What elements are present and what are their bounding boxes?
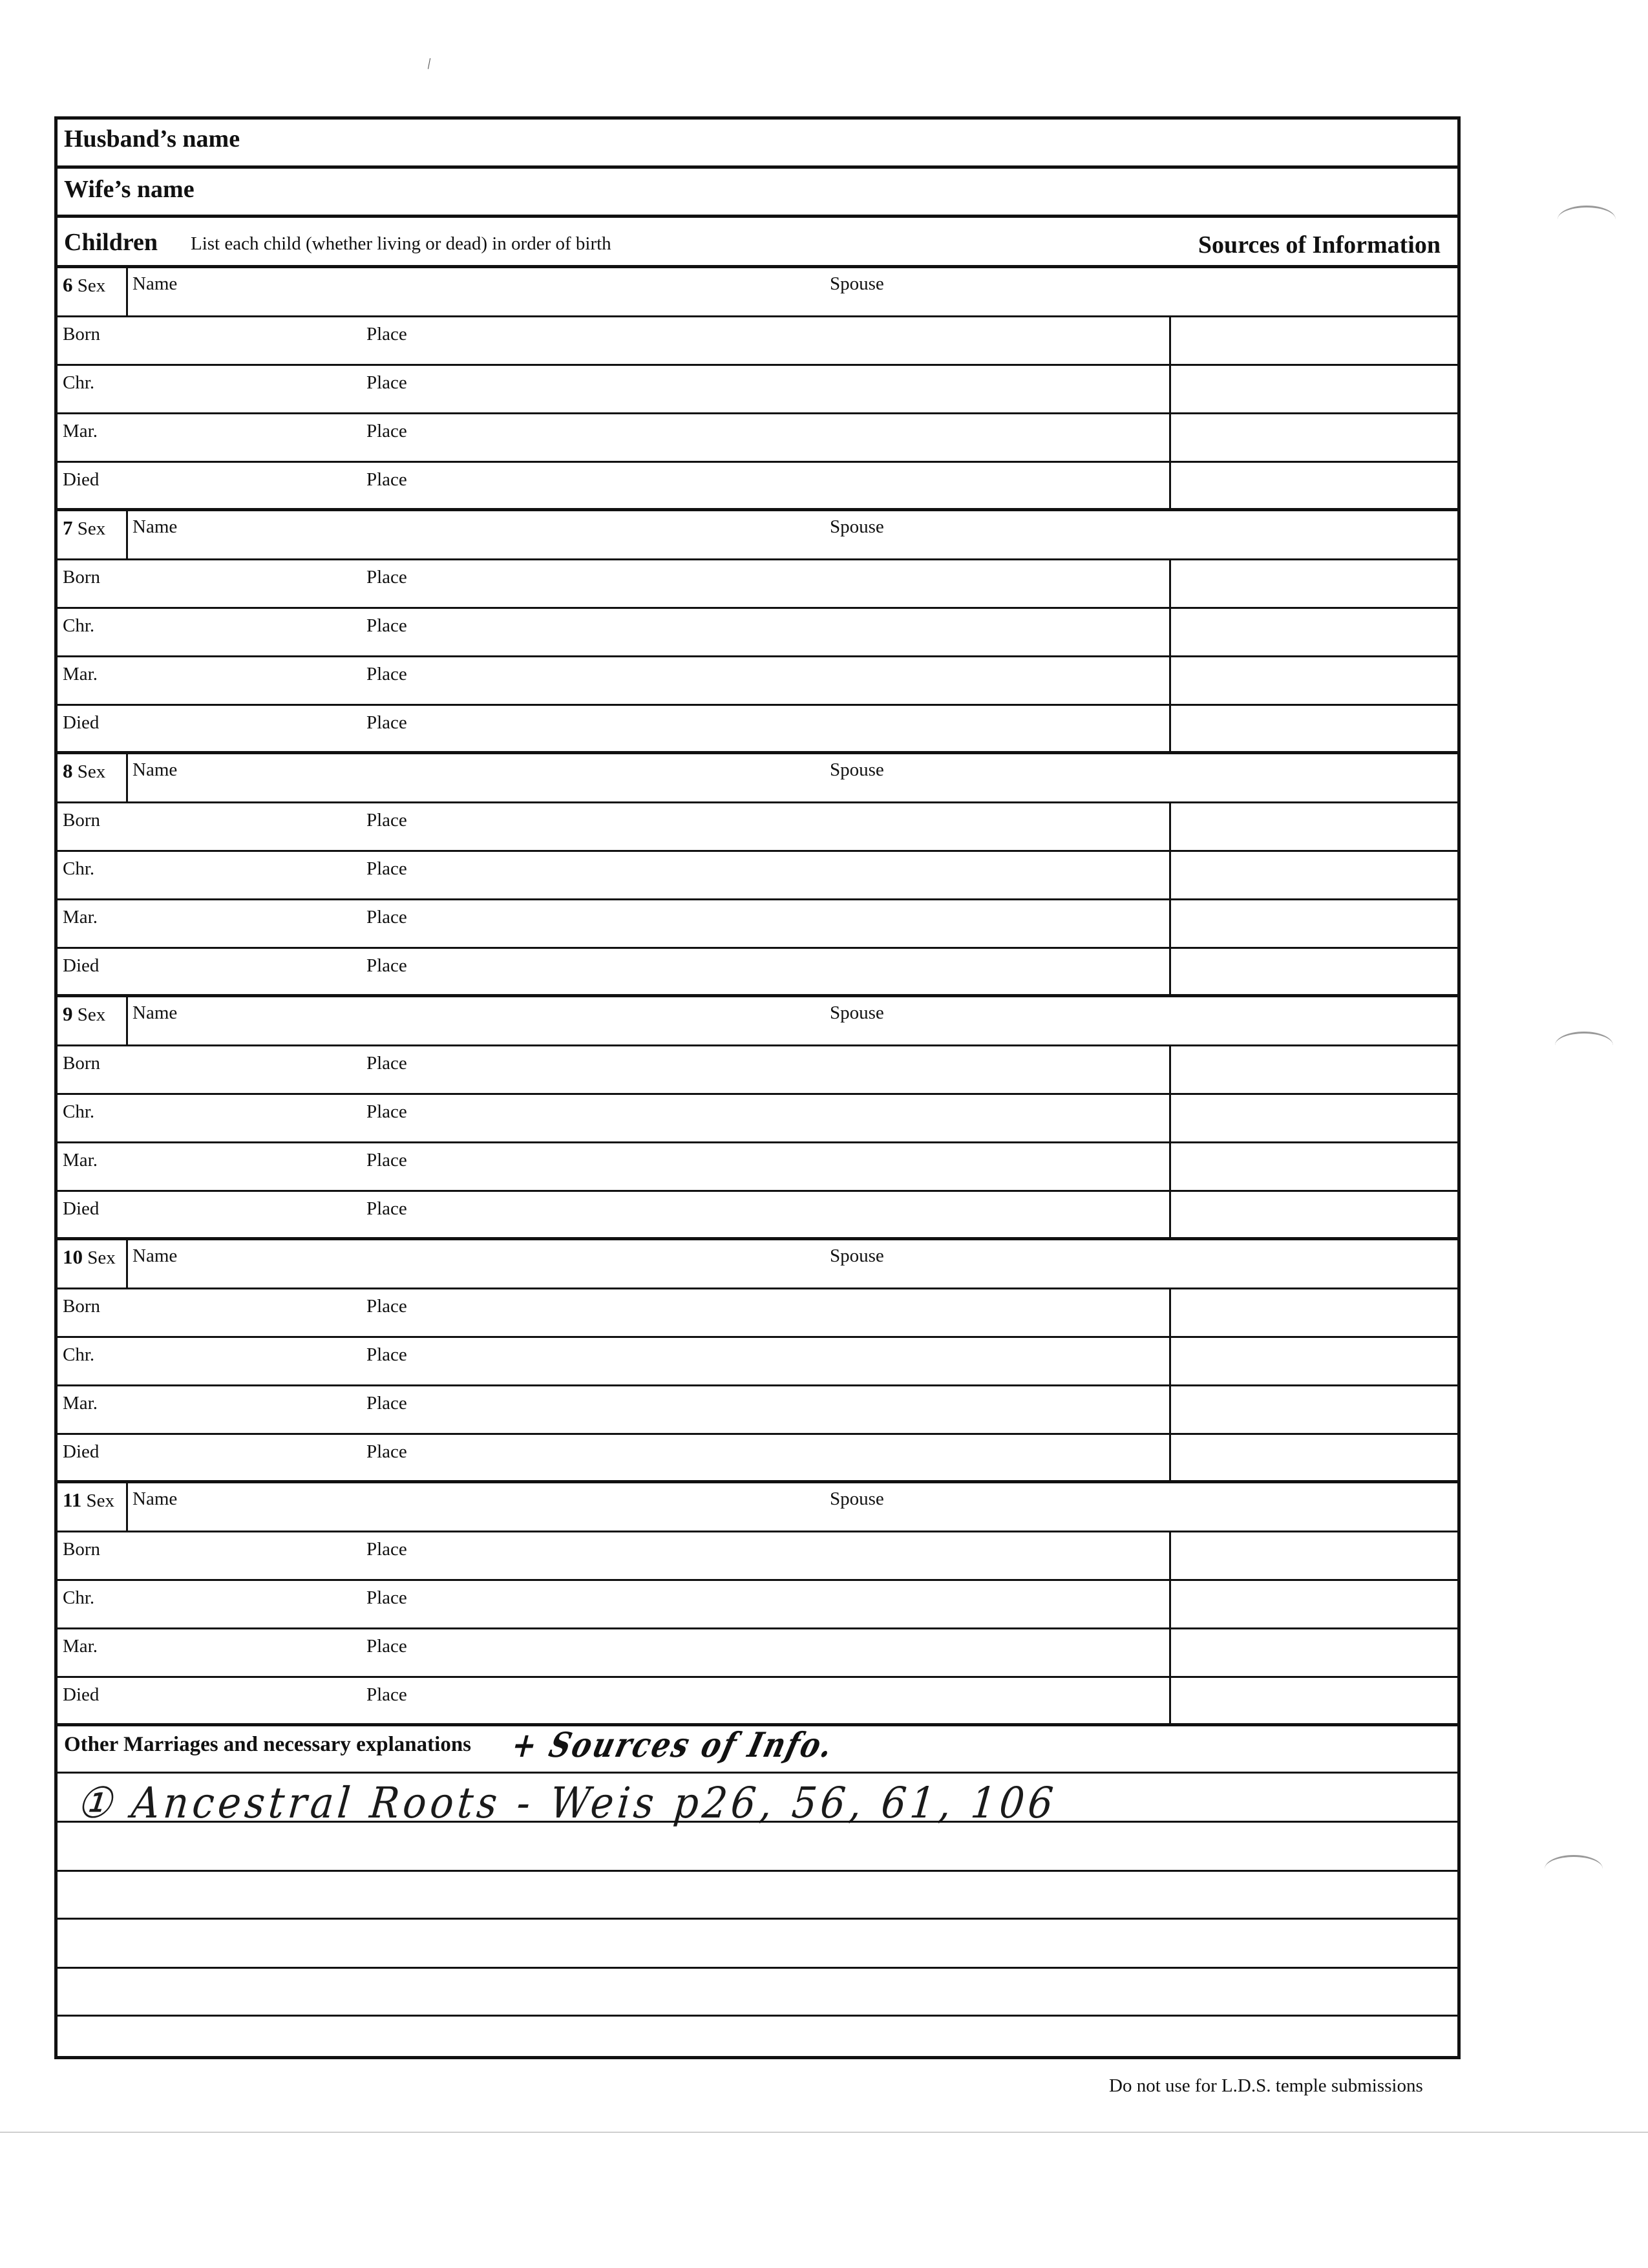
stray-mark: \: [423, 56, 435, 72]
source-column-divider: [1169, 1192, 1171, 1240]
sex-divider: [126, 268, 128, 315]
place-label: Place: [366, 615, 407, 636]
event-label: Born: [63, 1539, 100, 1560]
name-label: Name: [132, 759, 178, 780]
place-label: Place: [366, 1344, 407, 1365]
event-label: Chr.: [63, 1344, 95, 1365]
source-column-divider: [1169, 1095, 1171, 1141]
event-row[interactable]: [58, 706, 1457, 754]
sex-divider: [126, 1240, 128, 1288]
child-block: [58, 1483, 1457, 1726]
sex-divider: [126, 1483, 128, 1531]
place-label: Place: [366, 1198, 407, 1219]
child-name-row[interactable]: [58, 1240, 1457, 1289]
event-row[interactable]: [58, 1629, 1457, 1678]
place-label: Place: [366, 1587, 407, 1608]
event-row[interactable]: [58, 949, 1457, 997]
source-column-divider: [1169, 706, 1171, 754]
source-column-divider: [1169, 609, 1171, 655]
source-column-divider: [1169, 1046, 1171, 1093]
source-column-divider: [1169, 317, 1171, 364]
source-column-divider: [1169, 1435, 1171, 1483]
spouse-label: Spouse: [830, 1002, 884, 1023]
place-label: Place: [366, 712, 407, 733]
child-number-value: 6: [63, 273, 73, 296]
spouse-label: Spouse: [830, 759, 884, 780]
place-label: Place: [366, 1393, 407, 1414]
event-row[interactable]: [58, 1532, 1457, 1581]
place-label: Place: [366, 1296, 407, 1317]
event-row[interactable]: [58, 317, 1457, 366]
husband-row[interactable]: [58, 120, 1457, 169]
children-header: [58, 218, 1457, 268]
event-row[interactable]: [58, 1095, 1457, 1143]
event-label: Chr.: [63, 1587, 95, 1608]
spouse-label: Spouse: [830, 516, 884, 537]
event-label: Died: [63, 712, 100, 733]
source-column-divider: [1169, 366, 1171, 412]
other-marriages-section: [58, 1726, 1457, 2062]
event-row[interactable]: [58, 1289, 1457, 1338]
source-column-divider: [1169, 1386, 1171, 1433]
event-label: Chr.: [63, 858, 95, 879]
event-row[interactable]: [58, 900, 1457, 949]
child-number: [63, 273, 105, 297]
event-row[interactable]: [58, 1678, 1457, 1726]
event-row[interactable]: [58, 1143, 1457, 1192]
event-row[interactable]: [58, 366, 1457, 414]
event-label: Born: [63, 810, 100, 831]
child-number-value: 10: [63, 1245, 83, 1268]
sex-divider: [126, 754, 128, 801]
child-name-row[interactable]: [58, 511, 1457, 560]
handwritten-note: ① Ancestral Roots - Weis p26, 56, 61, 106: [74, 1778, 1059, 1828]
child-number: [63, 1245, 116, 1269]
source-column-divider: [1169, 852, 1171, 898]
child-number-value: 7: [63, 516, 73, 539]
husband-label: Husband’s name: [64, 125, 240, 153]
name-label: Name: [132, 1002, 178, 1023]
event-label: Mar.: [63, 664, 98, 684]
note-line: [58, 2015, 1457, 2017]
event-label: Mar.: [63, 1150, 98, 1171]
child-number-value: 9: [63, 1002, 73, 1025]
children-instruction: List each child (whether living or dead) in order of birth: [191, 233, 611, 254]
punch-hole-mark: [1555, 1032, 1613, 1059]
sex-label: Sex: [87, 1247, 116, 1268]
child-block: [58, 997, 1457, 1240]
child-number: [63, 516, 105, 540]
event-label: Born: [63, 1296, 100, 1317]
event-label: Died: [63, 1198, 100, 1219]
event-label: Died: [63, 1684, 100, 1705]
place-label: Place: [366, 1053, 407, 1074]
family-group-form: [54, 116, 1461, 2059]
child-number: [63, 759, 105, 783]
place-label: Place: [366, 1684, 407, 1705]
source-column-divider: [1169, 1581, 1171, 1627]
child-block: [58, 511, 1457, 754]
place-label: Place: [366, 469, 407, 490]
place-label: Place: [366, 421, 407, 441]
sex-label: Sex: [77, 1004, 106, 1025]
event-label: Chr.: [63, 1101, 95, 1122]
sex-label: Sex: [77, 761, 106, 782]
event-row[interactable]: [58, 852, 1457, 900]
name-label: Name: [132, 273, 178, 294]
child-number-value: 8: [63, 759, 73, 782]
event-label: Mar.: [63, 421, 98, 441]
child-block: [58, 1240, 1457, 1483]
source-column-divider: [1169, 900, 1171, 947]
source-column-divider: [1169, 1678, 1171, 1726]
event-row[interactable]: [58, 414, 1457, 463]
event-label: Chr.: [63, 615, 95, 636]
source-column-divider: [1169, 1289, 1171, 1336]
sex-label: Sex: [77, 275, 106, 296]
punch-hole-mark: [1545, 1855, 1603, 1883]
source-column-divider: [1169, 1143, 1171, 1190]
wife-label: Wife’s name: [64, 176, 195, 203]
place-label: Place: [366, 1101, 407, 1122]
event-row[interactable]: [58, 463, 1457, 511]
source-column-divider: [1169, 949, 1171, 997]
event-label: Mar.: [63, 907, 98, 927]
note-line: [58, 1821, 1457, 1823]
note-line: [58, 1967, 1457, 1969]
place-label: Place: [366, 1150, 407, 1171]
child-number: [63, 1489, 114, 1512]
place-label: Place: [366, 810, 407, 831]
event-label: Born: [63, 324, 100, 344]
source-column-divider: [1169, 414, 1171, 461]
event-label: Mar.: [63, 1393, 98, 1414]
name-label: Name: [132, 516, 178, 537]
source-column-divider: [1169, 463, 1171, 511]
source-column-divider: [1169, 657, 1171, 704]
source-column-divider: [1169, 803, 1171, 850]
place-label: Place: [366, 324, 407, 344]
spouse-label: Spouse: [830, 273, 884, 294]
place-label: Place: [366, 567, 407, 588]
child-name-row[interactable]: [58, 997, 1457, 1046]
sources-label: Sources of Information: [1198, 231, 1441, 259]
punch-hole-mark: [1558, 206, 1616, 233]
sex-label: Sex: [86, 1490, 115, 1511]
event-label: Born: [63, 1053, 100, 1074]
child-number: [63, 1002, 105, 1026]
event-row[interactable]: [58, 609, 1457, 657]
place-label: Place: [366, 955, 407, 976]
event-row[interactable]: [58, 1046, 1457, 1095]
child-number-value: 11: [63, 1489, 82, 1511]
child-name-row[interactable]: [58, 754, 1457, 803]
place-label: Place: [366, 858, 407, 879]
event-label: Died: [63, 469, 100, 490]
event-label: Born: [63, 567, 100, 588]
wife-row[interactable]: [58, 169, 1457, 218]
event-row[interactable]: [58, 1435, 1457, 1483]
handwritten-title-addition: + Sources of Info.: [507, 1725, 838, 1766]
children-label: Children: [64, 229, 158, 256]
child-name-row[interactable]: [58, 268, 1457, 317]
place-label: Place: [366, 1539, 407, 1560]
name-label: Name: [132, 1489, 178, 1509]
sex-divider: [126, 511, 128, 558]
child-block: [58, 268, 1457, 511]
source-column-divider: [1169, 1338, 1171, 1384]
note-line: [58, 1870, 1457, 1872]
event-label: Died: [63, 1441, 100, 1462]
sex-label: Sex: [77, 518, 106, 539]
event-row[interactable]: [58, 1386, 1457, 1435]
event-row[interactable]: [58, 657, 1457, 706]
scan-edge: [0, 2132, 1648, 2133]
event-label: Died: [63, 955, 100, 976]
spouse-label: Spouse: [830, 1489, 884, 1509]
event-row[interactable]: [58, 803, 1457, 852]
place-label: Place: [366, 1636, 407, 1657]
source-column-divider: [1169, 1532, 1171, 1579]
spouse-label: Spouse: [830, 1245, 884, 1266]
event-row[interactable]: [58, 1192, 1457, 1240]
other-marriages-label: Other Marriages and necessary explanations: [64, 1733, 472, 1756]
event-row[interactable]: [58, 1338, 1457, 1386]
place-label: Place: [366, 907, 407, 927]
child-name-row[interactable]: [58, 1483, 1457, 1532]
place-label: Place: [366, 1441, 407, 1462]
event-label: Mar.: [63, 1636, 98, 1657]
name-label: Name: [132, 1245, 178, 1266]
sex-divider: [126, 997, 128, 1044]
child-block: [58, 754, 1457, 997]
event-row[interactable]: [58, 1581, 1457, 1629]
place-label: Place: [366, 372, 407, 393]
footer-note: Do not use for L.D.S. temple submissions: [1109, 2075, 1423, 2096]
source-column-divider: [1169, 1629, 1171, 1676]
note-line: [58, 1772, 1457, 1774]
place-label: Place: [366, 664, 407, 684]
event-row[interactable]: [58, 560, 1457, 609]
source-column-divider: [1169, 560, 1171, 607]
event-label: Chr.: [63, 372, 95, 393]
note-line: [58, 1918, 1457, 1920]
